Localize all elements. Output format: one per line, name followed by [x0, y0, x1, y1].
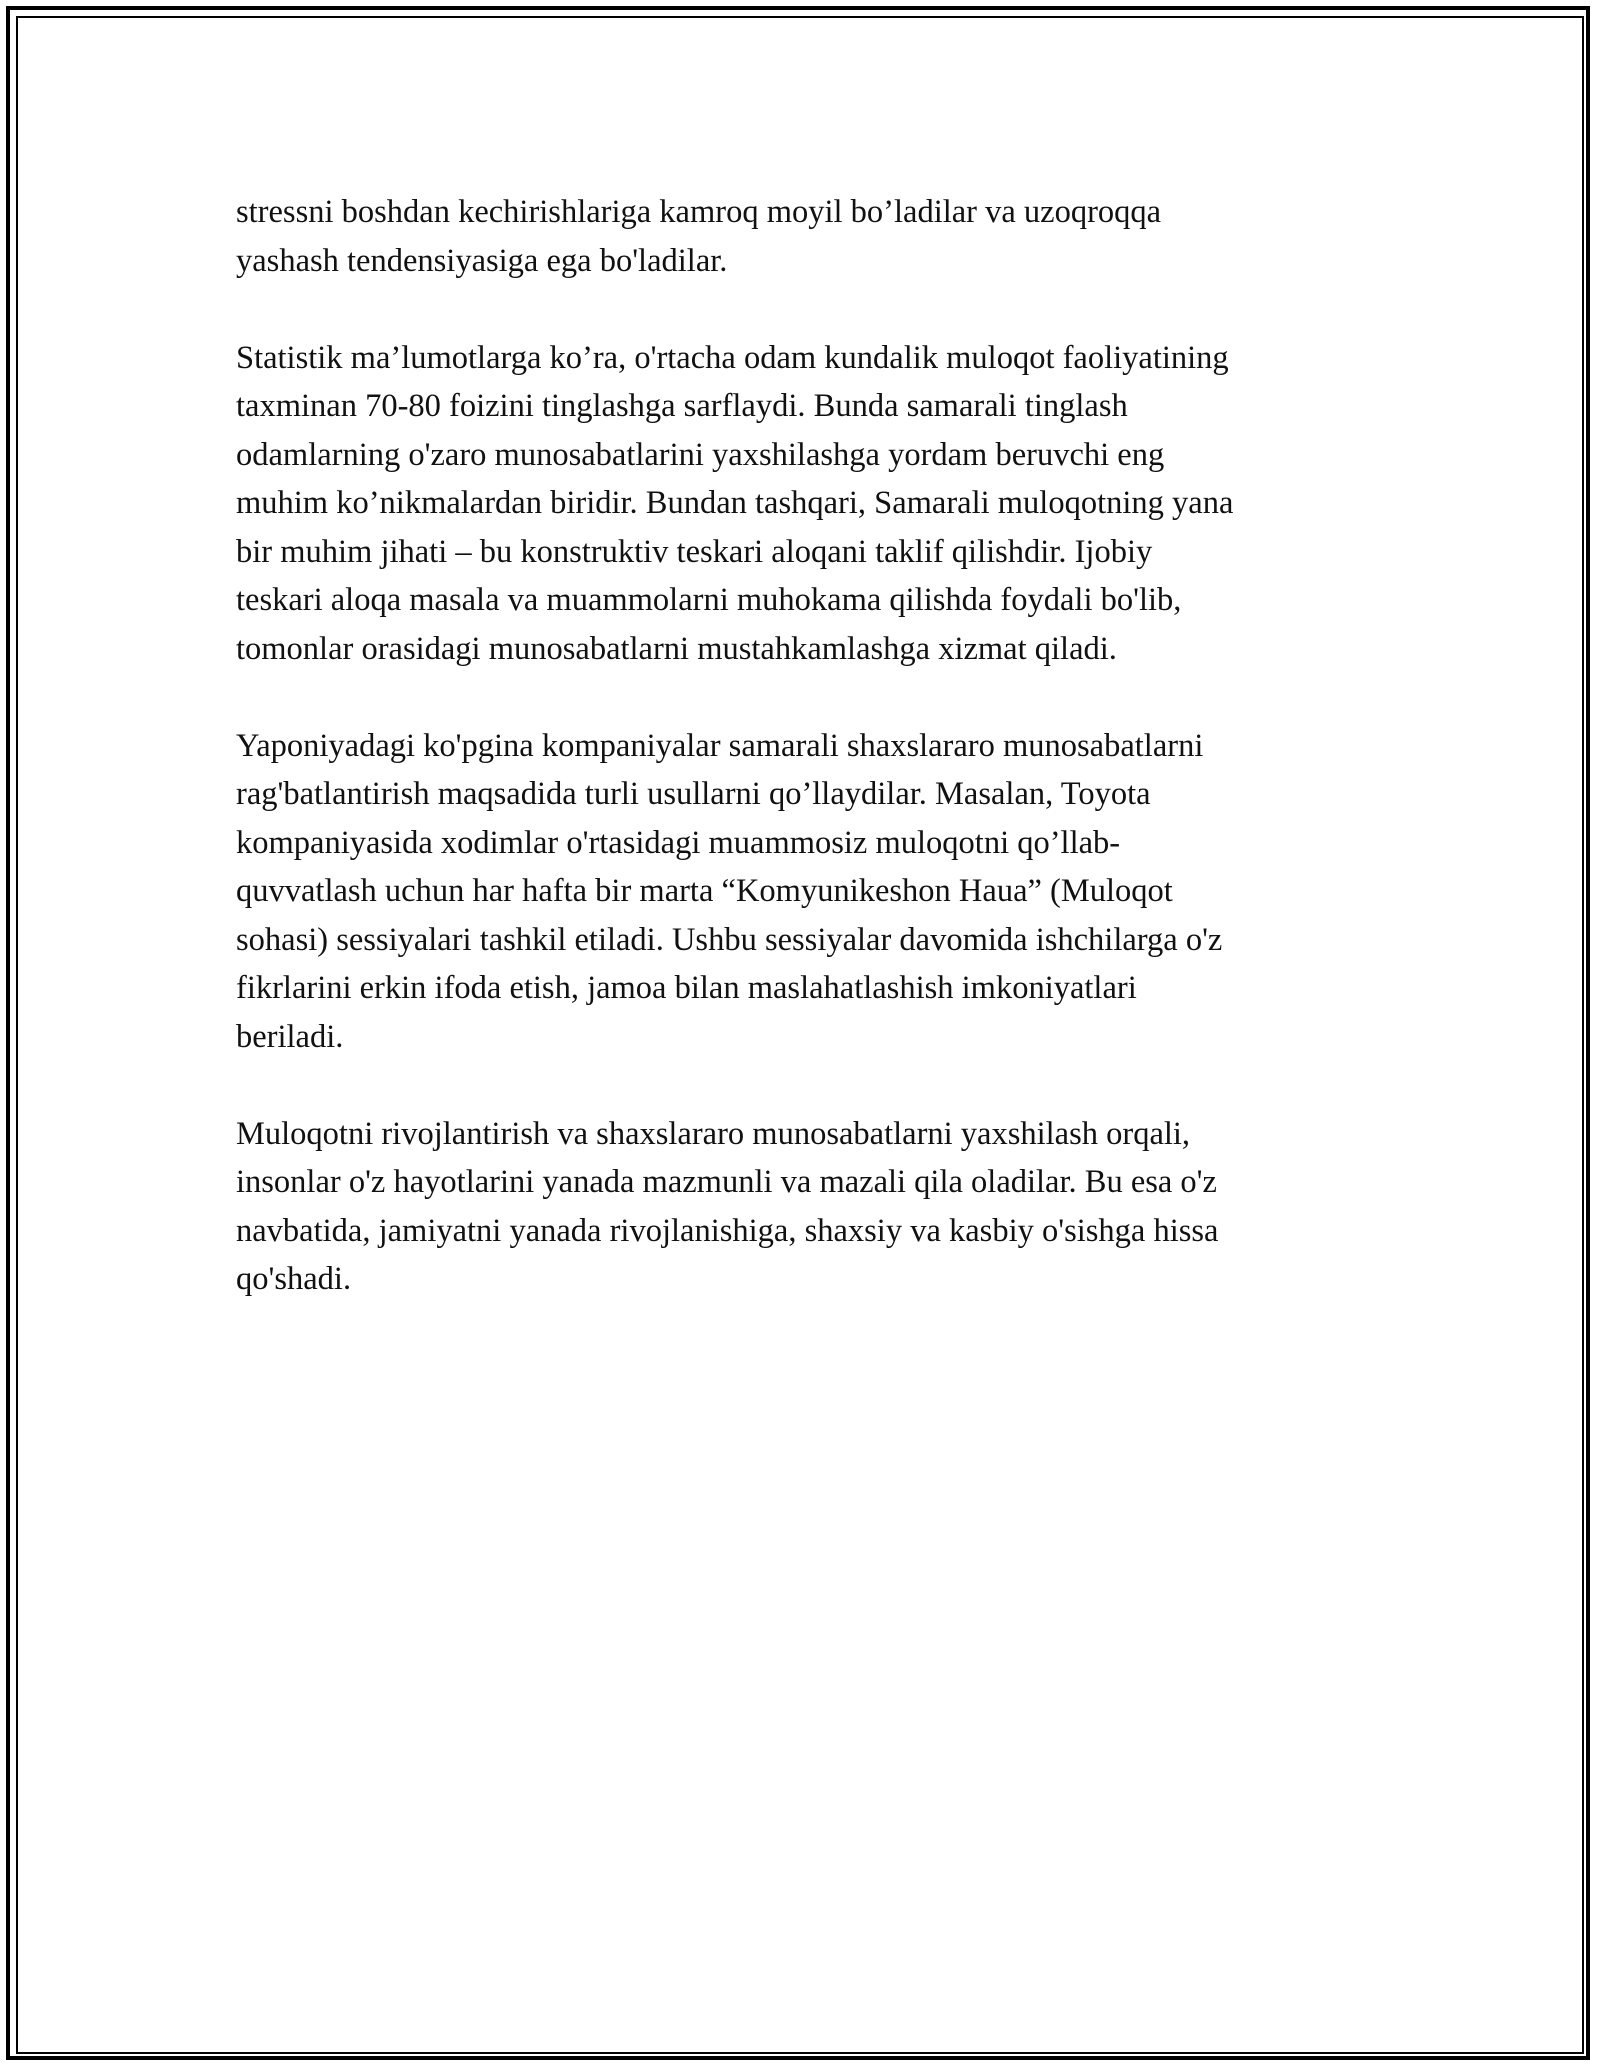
text-line: rag'batlantirish maqsadida turli usullarni qo’llaydilar. Masalan, Toyota [236, 776, 1151, 812]
text-line: kompaniyasida xodimlar o'rtasidagi muammosiz muloqotni qo’llab- [236, 824, 1121, 861]
text-line: bir muhim jihati – bu konstruktiv teskari aloqani taklif qilishdir. Ijobiy [236, 533, 1153, 570]
text-line: odamlarning o'zaro munosabatlarini yaxshilashga yordam beruvchi eng [236, 436, 1165, 473]
text-line: Statistik ma’lumotlarga ko’ra, o'rtacha odam kundalik muloqot faoliyatining [236, 339, 1229, 376]
paragraph-2 [236, 334, 1376, 674]
text-line: Muloqotni rivojlantirish va shaxslararo munosabatlarni yaxshilash orqali, [236, 1115, 1191, 1152]
text-line: navbatida, jamiyatni yanada rivojlanishiga, shaxsiy va kasbiy o'sishga hissa [236, 1212, 1219, 1249]
text-line: tomonlar orasidagi munosabatlarni mustahkamlashga xizmat qiladi. [236, 630, 1117, 667]
text-line: sohasi) sessiyalari tashkil etiladi. Ushbu sessiyalar davomida ishchilarga o'z [236, 921, 1223, 958]
document-body [236, 188, 1376, 1352]
text-line: taxminan 70-80 foizini tinglashga sarflaydi. Bunda samarali tinglash [236, 388, 1128, 424]
text-line: yashash tendensiyasiga ega bo'ladilar. [236, 242, 728, 279]
text-line: fikrlarini erkin ifoda etish, jamoa bilan maslahatlashish imkoniyatlari [236, 970, 1137, 1006]
text-line: muhim ko’nikmalardan biridir. Bundan tashqari, Samarali muloqotning yana [236, 485, 1234, 521]
text-line: insonlar o'z hayotlarini yanada mazmunli va mazali qila oladilar. Bu esa o'z [236, 1164, 1217, 1200]
text-line: teskari aloqa masala va muammolarni muhokama qilishda foydali bo'lib, [236, 582, 1182, 618]
paragraph-1 [236, 188, 1376, 285]
text-line: qo'shadi. [236, 1261, 352, 1297]
paragraph-4 [236, 1110, 1376, 1304]
text-line: stressni boshdan kechirishlariga kamroq moyil bo’ladilar va uzoqroqqa [236, 194, 1162, 230]
text-line: quvvatlash uchun har hafta bir marta “Komyunikeshon Haua” (Muloqot [236, 873, 1173, 909]
paragraph-3 [236, 722, 1376, 1062]
text-line: Yaponiyadagi ko'pgina kompaniyalar samarali shaxslararo munosabatlarni [236, 727, 1204, 764]
text-line: beriladi. [236, 1018, 344, 1055]
